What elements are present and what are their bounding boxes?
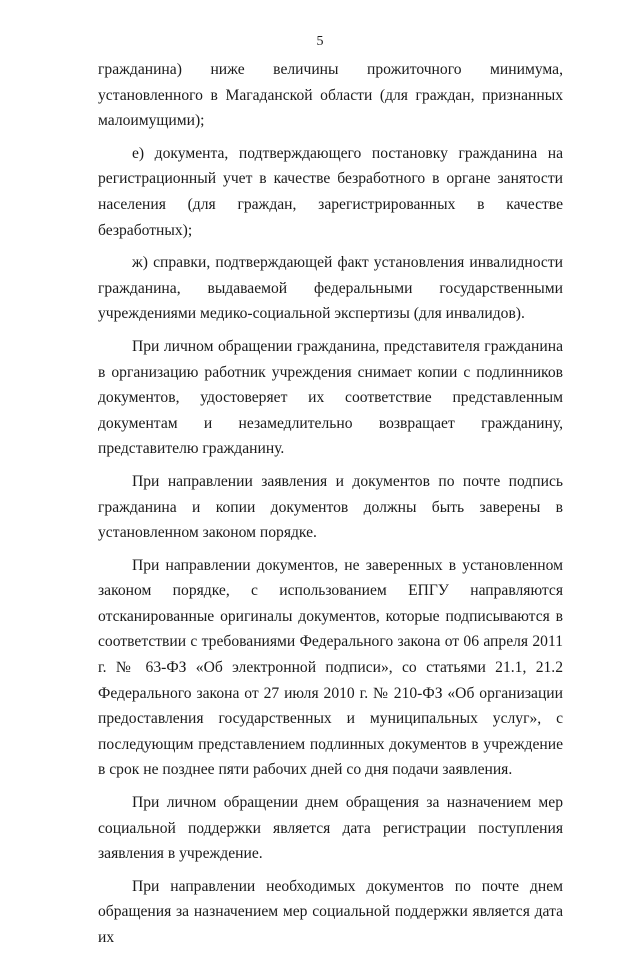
paragraph-continuation: гражданина) ниже величины прожиточного минимума, установленного в Магаданской области (для граждан, признанных малоимущими); bbox=[98, 61, 563, 130]
paragraph-appeal-date-mail: При направлении необходимых документов по почте днем обращения за назначением мер социальной поддержки является дата их bbox=[98, 877, 563, 946]
paragraph-mail-submission: При направлении заявления и документов по почте подпись гражданина и копии документов должны быть заверены в установленном законом порядке. bbox=[98, 472, 563, 542]
paragraph-epgu-submission: При направлении документов, не заверенных в установленном законом порядке, с использованием ЕПГУ направляются отсканированные оригиналы документов, которые подписываются в соответствии с требованиями Федерального закона от 06 апреля 2011 г. № 63-ФЗ «Об электронной подписи», со статьями 21.1, 21.2 Федерального закона от 27 июля 2010 г. № 210-ФЗ «Об организации предоставления государственных и муниципальных услуг», с последующим представлением подлинных документов в учреждение в срок не позднее пяти рабочих дней со дня подачи заявления. bbox=[98, 556, 563, 779]
paragraph-appeal-date-personal: При личном обращении днем обращения за назначением мер социальной поддержки является дата регистрации поступления заявления в учреждение. bbox=[98, 794, 563, 863]
document-body bbox=[98, 57, 563, 958]
page-number: 5 bbox=[316, 34, 324, 49]
paragraph-item-e: е) документа, подтверждающего постановку гражданина на регистрационный учет в качестве безработного в органе занятости населения (для граждан, зарегистрированных в качестве безработных); bbox=[98, 144, 563, 239]
paragraph-personal-appeal: При личном обращении гражданина, представителя гражданина в организацию работник учреждения снимает копии с подлинников документов, удостоверяет их соответствие представленным документам и незамедлительно возвращает гражданину, представителю гражданину. bbox=[98, 337, 563, 458]
paragraph-item-zh: ж) справки, подтверждающей факт установления инвалидности гражданина, выдаваемой федеральными государственными учреждениями медико-социальной экспертизы (для инвалидов). bbox=[98, 254, 563, 323]
